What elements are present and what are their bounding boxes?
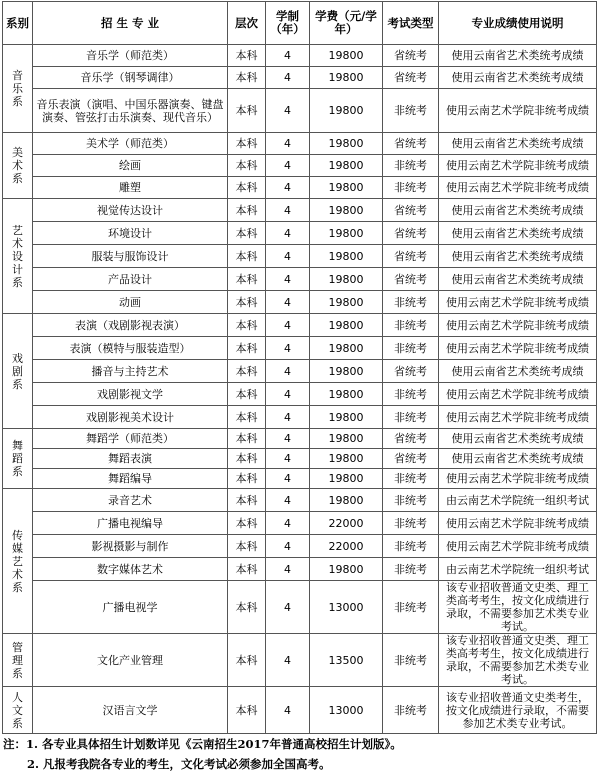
level-cell: 本科 (228, 337, 266, 360)
duration-cell: 4 (266, 268, 310, 291)
duration-cell: 4 (266, 489, 310, 512)
level-cell: 本科 (228, 222, 266, 245)
fee-cell: 13500 (310, 634, 383, 687)
fee-cell: 19800 (310, 406, 383, 429)
usage-cell: 使用云南省艺术类统考成绩 (439, 133, 597, 155)
level-cell: 本科 (228, 177, 266, 199)
fee-cell: 19800 (310, 177, 383, 199)
fee-cell: 19800 (310, 558, 383, 581)
table-row (3, 155, 597, 177)
exam-cell: 省统考 (383, 133, 439, 155)
footnote-2: 2. 凡报考我院各专业的考生，文化考试必须参加全国高考。 (27, 757, 331, 771)
major-cell: 表演（戏剧影视表演） (33, 314, 228, 337)
table-row (3, 89, 597, 133)
dept-cell: 戏剧系 (3, 314, 33, 429)
table-row (3, 634, 597, 687)
table-row (3, 360, 597, 383)
table-row (3, 535, 597, 558)
duration-cell: 4 (266, 133, 310, 155)
major-cell: 音乐表演（演唱、中国乐器演奏、键盘演奏、管弦打击乐演奏、现代音乐） (33, 89, 228, 133)
usage-cell: 使用云南艺术学院非统考成绩 (439, 469, 597, 489)
duration-cell: 4 (266, 199, 310, 222)
duration-cell: 4 (266, 155, 310, 177)
usage-cell: 使用云南艺术学院非统考成绩 (439, 291, 597, 314)
level-cell: 本科 (228, 199, 266, 222)
duration-cell: 4 (266, 222, 310, 245)
fee-cell: 19800 (310, 155, 383, 177)
table-row (3, 406, 597, 429)
table-row (3, 314, 597, 337)
major-cell: 数字媒体艺术 (33, 558, 228, 581)
major-cell: 戏剧影视美术设计 (33, 406, 228, 429)
usage-cell: 使用云南省艺术类统考成绩 (439, 429, 597, 449)
duration-cell: 4 (266, 383, 310, 406)
exam-cell: 省统考 (383, 67, 439, 89)
level-cell: 本科 (228, 489, 266, 512)
major-cell: 环境设计 (33, 222, 228, 245)
level-cell: 本科 (228, 512, 266, 535)
major-cell: 产品设计 (33, 268, 228, 291)
major-cell: 汉语言文学 (33, 687, 228, 734)
fee-cell: 19800 (310, 89, 383, 133)
duration-cell: 4 (266, 177, 310, 199)
level-cell: 本科 (228, 45, 266, 67)
fee-cell: 19800 (310, 222, 383, 245)
exam-cell: 非统考 (383, 337, 439, 360)
fee-cell: 19800 (310, 314, 383, 337)
major-cell: 舞蹈学（师范类） (33, 429, 228, 449)
level-cell: 本科 (228, 89, 266, 133)
header-fee: 学费（元/学年） (310, 2, 383, 45)
footnote-1: 注：1. 各专业具体招生计划数详见《云南招生2017年普通高校招生计划版》。 (3, 737, 402, 751)
table-row (3, 245, 597, 268)
header-level: 层次 (228, 2, 266, 45)
exam-cell: 非统考 (383, 469, 439, 489)
exam-cell: 省统考 (383, 199, 439, 222)
major-cell: 广播电视编导 (33, 512, 228, 535)
table-row (3, 512, 597, 535)
exam-cell: 省统考 (383, 245, 439, 268)
table-row (3, 133, 597, 155)
level-cell: 本科 (228, 558, 266, 581)
dept-cell: 人文系 (3, 687, 33, 734)
usage-cell: 该专业招收普通文史类、理工类高考考生，按文化成绩进行录取，不需要参加艺术类专业考试。 (439, 634, 597, 687)
duration-cell: 4 (266, 245, 310, 268)
level-cell: 本科 (228, 133, 266, 155)
major-cell: 舞蹈表演 (33, 449, 228, 469)
level-cell: 本科 (228, 291, 266, 314)
duration-cell: 4 (266, 406, 310, 429)
fee-cell: 19800 (310, 199, 383, 222)
major-cell: 绘画 (33, 155, 228, 177)
major-cell: 动画 (33, 291, 228, 314)
fee-cell: 19800 (310, 360, 383, 383)
exam-cell: 非统考 (383, 489, 439, 512)
table-row (3, 337, 597, 360)
table-row (3, 469, 597, 489)
usage-cell: 使用云南省艺术类统考成绩 (439, 45, 597, 67)
major-cell: 表演（模特与服装造型） (33, 337, 228, 360)
usage-cell: 由云南艺术学院统一组织考试 (439, 558, 597, 581)
fee-cell: 19800 (310, 45, 383, 67)
fee-cell: 19800 (310, 133, 383, 155)
major-cell: 影视摄影与制作 (33, 535, 228, 558)
fee-cell: 13000 (310, 687, 383, 734)
duration-cell: 4 (266, 449, 310, 469)
table-row (3, 558, 597, 581)
exam-cell: 非统考 (383, 406, 439, 429)
usage-cell: 由云南艺术学院统一组织考试 (439, 489, 597, 512)
dept-cell: 管理系 (3, 634, 33, 687)
fee-cell: 13000 (310, 581, 383, 634)
dept-cell: 美术系 (3, 133, 33, 199)
exam-cell: 非统考 (383, 634, 439, 687)
exam-cell: 省统考 (383, 360, 439, 383)
level-cell: 本科 (228, 469, 266, 489)
level-cell: 本科 (228, 429, 266, 449)
major-cell: 美术学（师范类） (33, 133, 228, 155)
duration-cell: 4 (266, 45, 310, 67)
table-row (3, 291, 597, 314)
usage-cell: 使用云南省艺术类统考成绩 (439, 245, 597, 268)
major-cell: 视觉传达设计 (33, 199, 228, 222)
fee-cell: 19800 (310, 291, 383, 314)
level-cell: 本科 (228, 245, 266, 268)
major-cell: 音乐学（钢琴调律） (33, 67, 228, 89)
fee-cell: 19800 (310, 337, 383, 360)
duration-cell: 4 (266, 581, 310, 634)
fee-cell: 19800 (310, 429, 383, 449)
exam-cell: 非统考 (383, 535, 439, 558)
exam-cell: 省统考 (383, 222, 439, 245)
level-cell: 本科 (228, 581, 266, 634)
major-cell: 音乐学（师范类） (33, 45, 228, 67)
exam-cell: 非统考 (383, 687, 439, 734)
exam-cell: 非统考 (383, 89, 439, 133)
usage-cell: 使用云南艺术学院非统考成绩 (439, 314, 597, 337)
admission-plan-table (2, 1, 597, 734)
table-row (3, 222, 597, 245)
dept-cell: 音乐系 (3, 45, 33, 133)
major-cell: 文化产业管理 (33, 634, 228, 687)
major-cell: 舞蹈编导 (33, 469, 228, 489)
header-dept: 系别 (3, 2, 33, 45)
level-cell: 本科 (228, 406, 266, 429)
header-usage: 专业成绩使用说明 (439, 2, 597, 45)
usage-cell: 该专业招收普通文史类、理工类高考考生，按文化成绩进行录取，不需要参加艺术类专业考试。 (439, 581, 597, 634)
major-cell: 雕塑 (33, 177, 228, 199)
level-cell: 本科 (228, 360, 266, 383)
major-cell: 广播电视学 (33, 581, 228, 634)
level-cell: 本科 (228, 634, 266, 687)
exam-cell: 非统考 (383, 558, 439, 581)
level-cell: 本科 (228, 535, 266, 558)
usage-cell: 使用云南艺术学院非统考成绩 (439, 89, 597, 133)
fee-cell: 19800 (310, 268, 383, 291)
usage-cell: 使用云南艺术学院非统考成绩 (439, 512, 597, 535)
table-row (3, 489, 597, 512)
exam-cell: 非统考 (383, 383, 439, 406)
duration-cell: 4 (266, 558, 310, 581)
duration-cell: 4 (266, 67, 310, 89)
usage-cell: 使用云南省艺术类统考成绩 (439, 67, 597, 89)
exam-cell: 非统考 (383, 581, 439, 634)
duration-cell: 4 (266, 687, 310, 734)
level-cell: 本科 (228, 687, 266, 734)
fee-cell: 22000 (310, 535, 383, 558)
usage-cell: 使用云南省艺术类统考成绩 (439, 222, 597, 245)
exam-cell: 非统考 (383, 512, 439, 535)
duration-cell: 4 (266, 469, 310, 489)
duration-cell: 4 (266, 512, 310, 535)
exam-cell: 省统考 (383, 429, 439, 449)
fee-cell: 19800 (310, 489, 383, 512)
usage-cell: 使用云南艺术学院非统考成绩 (439, 406, 597, 429)
duration-cell: 4 (266, 634, 310, 687)
usage-cell: 该专业招收普通文史类考生，按文化成绩进行录取，不需要参加艺术类专业考试。 (439, 687, 597, 734)
usage-cell: 使用云南省艺术类统考成绩 (439, 449, 597, 469)
fee-cell: 19800 (310, 67, 383, 89)
table-row (3, 581, 597, 634)
duration-cell: 4 (266, 535, 310, 558)
level-cell: 本科 (228, 268, 266, 291)
usage-cell: 使用云南艺术学院非统考成绩 (439, 383, 597, 406)
exam-cell: 非统考 (383, 314, 439, 337)
usage-cell: 使用云南艺术学院非统考成绩 (439, 535, 597, 558)
duration-cell: 4 (266, 291, 310, 314)
header-exam: 考试类型 (383, 2, 439, 45)
exam-cell: 非统考 (383, 177, 439, 199)
major-cell: 录音艺术 (33, 489, 228, 512)
table-row (3, 199, 597, 222)
duration-cell: 4 (266, 337, 310, 360)
exam-cell: 省统考 (383, 45, 439, 67)
major-cell: 戏剧影视文学 (33, 383, 228, 406)
usage-cell: 使用云南艺术学院非统考成绩 (439, 155, 597, 177)
duration-cell: 4 (266, 360, 310, 383)
level-cell: 本科 (228, 155, 266, 177)
table-row (3, 383, 597, 406)
level-cell: 本科 (228, 67, 266, 89)
usage-cell: 使用云南省艺术类统考成绩 (439, 268, 597, 291)
major-cell: 服装与服饰设计 (33, 245, 228, 268)
fee-cell: 19800 (310, 245, 383, 268)
duration-cell: 4 (266, 89, 310, 133)
dept-cell: 传媒艺术系 (3, 489, 33, 634)
dept-cell: 艺术设计系 (3, 199, 33, 314)
level-cell: 本科 (228, 449, 266, 469)
fee-cell: 19800 (310, 469, 383, 489)
table-row (3, 449, 597, 469)
table-row (3, 268, 597, 291)
fee-cell: 22000 (310, 512, 383, 535)
table-row (3, 177, 597, 199)
major-cell: 播音与主持艺术 (33, 360, 228, 383)
usage-cell: 使用云南省艺术类统考成绩 (439, 360, 597, 383)
header-duration: 学制（年） (266, 2, 310, 45)
table-row (3, 429, 597, 449)
exam-cell: 省统考 (383, 268, 439, 291)
fee-cell: 19800 (310, 383, 383, 406)
usage-cell: 使用云南艺术学院非统考成绩 (439, 337, 597, 360)
header-major: 招 生 专 业 (33, 2, 228, 45)
exam-cell: 非统考 (383, 291, 439, 314)
table-row (3, 687, 597, 734)
table-row (3, 67, 597, 89)
header-row (3, 2, 597, 45)
table-row (3, 45, 597, 67)
exam-cell: 省统考 (383, 449, 439, 469)
dept-cell: 舞蹈系 (3, 429, 33, 489)
usage-cell: 使用云南省艺术类统考成绩 (439, 199, 597, 222)
exam-cell: 非统考 (383, 155, 439, 177)
level-cell: 本科 (228, 383, 266, 406)
table-body (3, 45, 597, 734)
duration-cell: 4 (266, 429, 310, 449)
duration-cell: 4 (266, 314, 310, 337)
fee-cell: 19800 (310, 449, 383, 469)
level-cell: 本科 (228, 314, 266, 337)
usage-cell: 使用云南艺术学院非统考成绩 (439, 177, 597, 199)
